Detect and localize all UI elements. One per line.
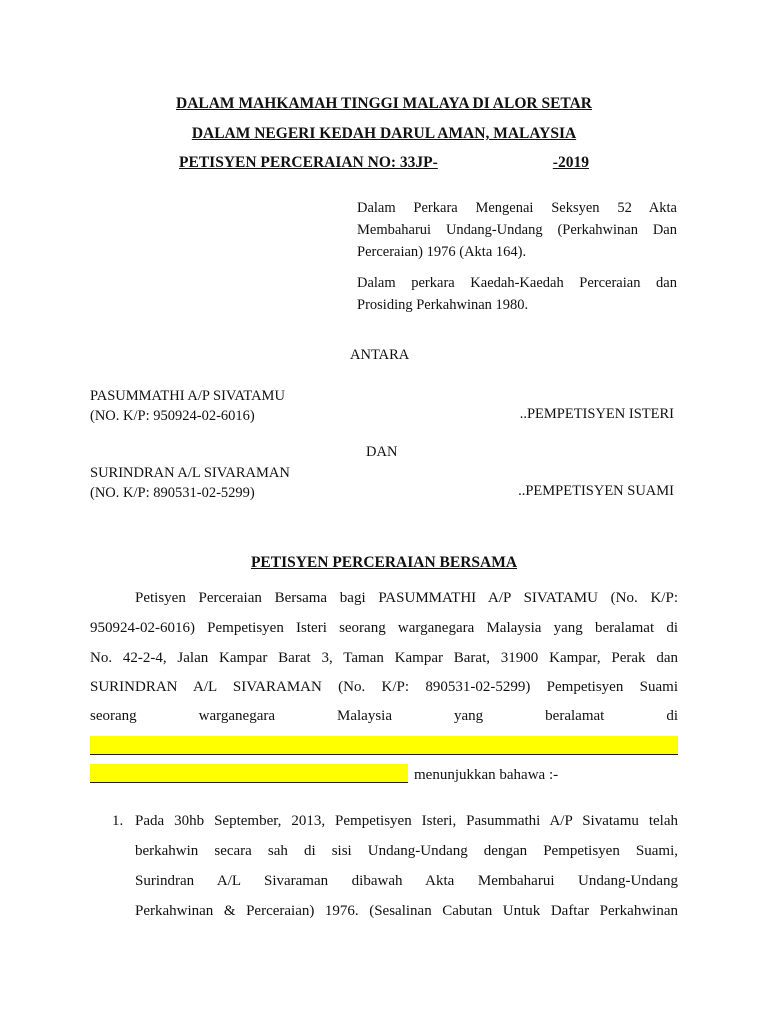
- party-husband: [90, 463, 290, 503]
- court-heading: [0, 95, 768, 113]
- between-label: ANTARA: [350, 347, 410, 363]
- address-blank-line-2[interactable]: [90, 764, 408, 783]
- party-husband-name: SURINDRAN A/L SIVARAMAN: [90, 465, 290, 481]
- body-closing: menunjukkan bahawa :-: [414, 767, 559, 783]
- body-line-5: seorang warganegara Malaysia yang beralamat di: [90, 708, 678, 724]
- and-label: DAN: [366, 444, 398, 460]
- party-wife-name: PASUMMATHI A/P SIVATAMU: [90, 388, 285, 404]
- list-item-line-1: Pada 30hb September, 2013, Pempetisyen Isteri, Pasummathi A/P Sivatamu telah: [135, 813, 678, 829]
- petition-number-heading: [0, 154, 768, 172]
- court-heading-text: DALAM MAHKAMAH TINGGI MALAYA DI ALOR SETAR: [176, 95, 592, 112]
- party-husband-ic: (NO. K/P: 890531-02-5299): [90, 485, 255, 501]
- petition-number-suffix: -2019: [552, 154, 589, 171]
- matter-rules: Dalam perkara Kaedah-Kaedah Perceraian dan Prosiding Perkahwinan 1980.: [357, 275, 677, 313]
- list-item-line-3: Surindran A/L Sivaraman dibawah Akta Membaharui Undang-Undang: [135, 873, 678, 889]
- party-wife: [90, 386, 285, 426]
- matter-act: Dalam Perkara Mengenai Seksyen 52 Akta Membaharui Undang-Undang (Perkahwinan Dan Perceraian) 1976 (Akta 164).: [357, 200, 677, 260]
- body-line-1: Petisyen Perceraian Bersama bagi PASUMMATHI A/P SIVATAMU (No. K/P:: [135, 590, 678, 606]
- list-item-number: 1.: [112, 813, 124, 829]
- section-title-text: PETISYEN PERCERAIAN BERSAMA: [250, 554, 518, 571]
- address-blank-line-1[interactable]: [90, 736, 678, 755]
- list-item-line-4: Perkahwinan & Perceraian) 1976. (Sesalinan Cabutan Untuk Daftar Perkahwinan: [135, 903, 678, 919]
- party-husband-role: ..PEMPETISYEN SUAMI: [518, 483, 674, 499]
- section-title: [0, 554, 768, 572]
- petition-number-prefix: PETISYEN PERCERAIAN NO: 33JP-: [179, 154, 438, 171]
- state-heading-text: DALAM NEGERI KEDAH DARUL AMAN, MALAYSIA: [191, 125, 577, 142]
- party-wife-role: ..PEMPETISYEN ISTERI: [519, 406, 674, 422]
- state-heading: [0, 125, 768, 143]
- list-item-line-2: berkahwin secara sah di sisi Undang-Undang dengan Pempetisyen Suami,: [135, 843, 678, 859]
- body-line-3: No. 42-2-4, Jalan Kampar Barat 3, Taman Kampar Barat, 31900 Kampar, Perak dan: [90, 650, 678, 666]
- body-line-2: 950924-02-6016) Pempetisyen Isteri seorang warganegara Malaysia yang beralamat di: [90, 620, 678, 636]
- body-line-4: SURINDRAN A/L SIVARAMAN (No. K/P: 890531-02-5299) Pempetisyen Suami: [90, 679, 678, 695]
- party-wife-ic: (NO. K/P: 950924-02-6016): [90, 408, 255, 424]
